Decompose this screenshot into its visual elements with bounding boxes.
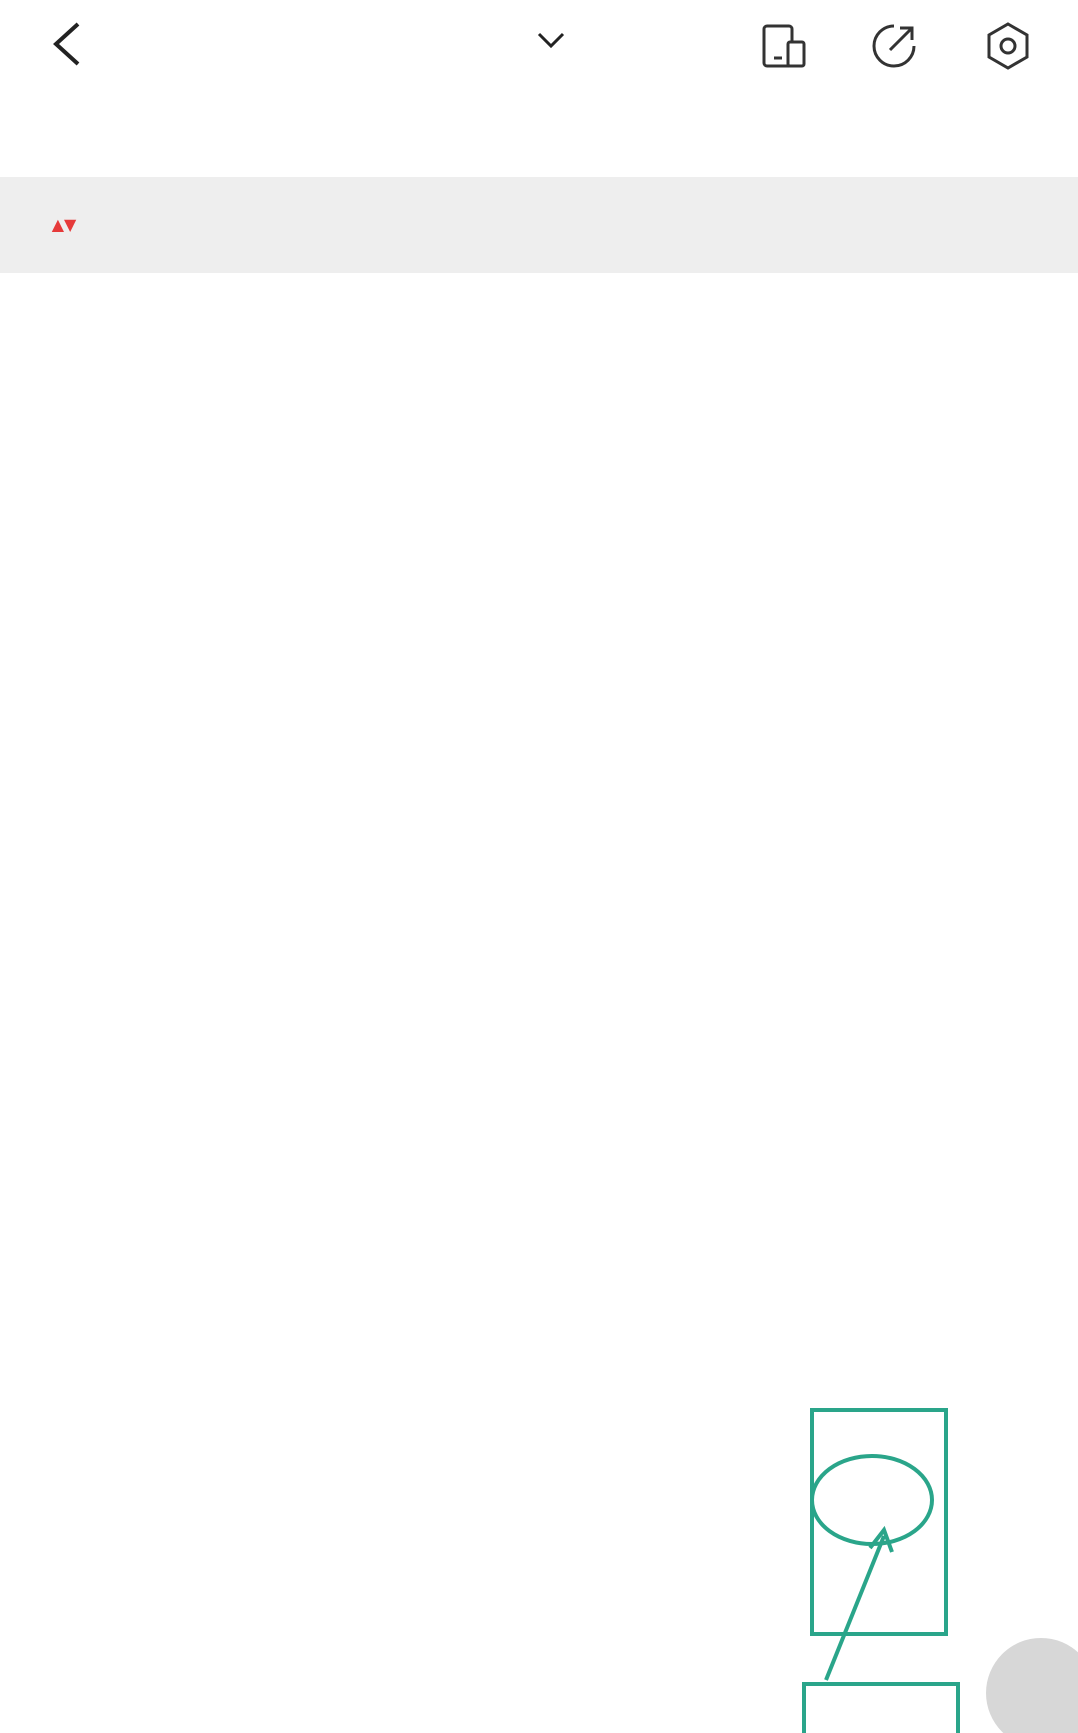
device-icon[interactable]	[758, 20, 810, 72]
share-icon[interactable]	[868, 20, 920, 72]
annotation-arrow	[826, 1536, 884, 1680]
annotation-box	[812, 1410, 946, 1634]
top-bar	[0, 0, 1078, 95]
annotation-ellipse	[812, 1456, 932, 1544]
back-arrow-icon[interactable]	[48, 20, 88, 68]
settings-icon[interactable]	[982, 20, 1034, 72]
annotation-footer-box	[804, 1684, 958, 1733]
sort-arrows-icon: ▲▼	[51, 215, 77, 234]
table-header	[0, 177, 1078, 273]
period-sort-header[interactable]	[0, 207, 128, 237]
annotation-arrow-head	[870, 1530, 892, 1552]
expand-button[interactable]	[986, 1638, 1078, 1733]
chevron-down-icon[interactable]	[535, 28, 567, 52]
